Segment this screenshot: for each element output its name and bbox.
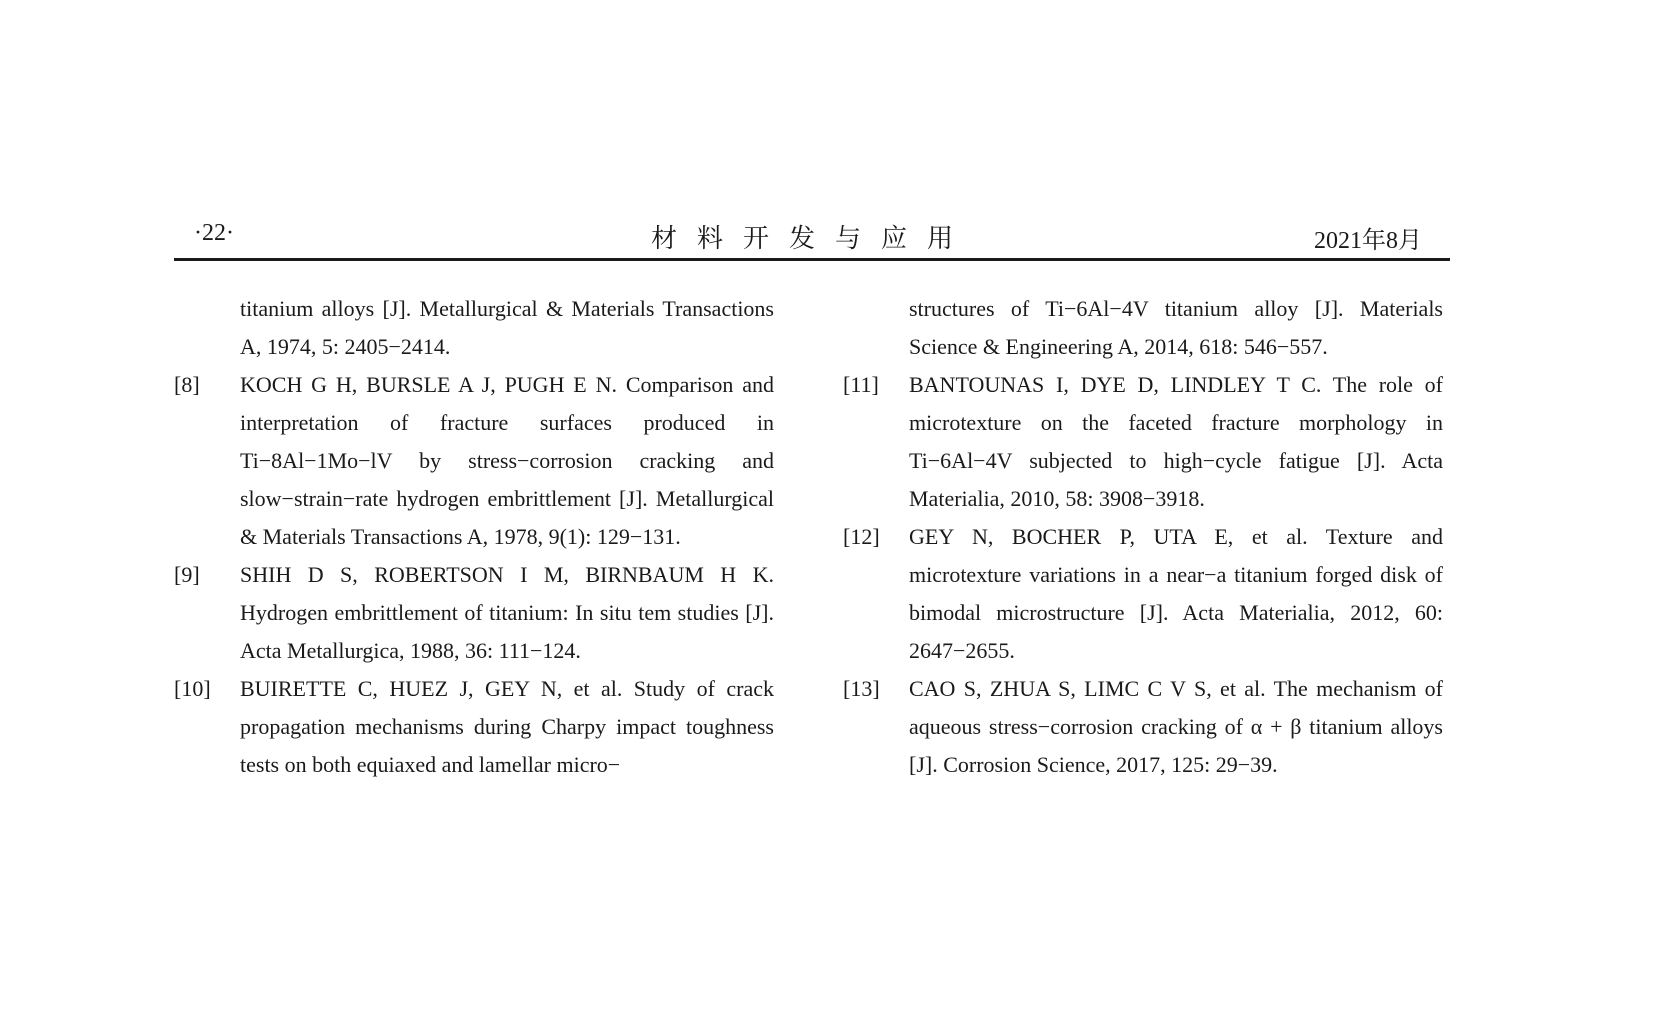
reference-entry [174,290,774,366]
reference-text: titanium alloys [J]. Metallurgical & Materials Transactions A, 1974, 5: 2405−2414. [240,296,774,359]
reference-text: GEY N, BOCHER P, UTA E, et al. Texture and microtexture variations in a near−a titanium forged disk of bimodal microstructure [J]. Acta Materialia, 2012, 60: 2647−2655. [909,524,1443,663]
references-left-column [174,290,774,784]
reference-number: [9] [174,562,200,587]
reference-text: KOCH G H, BURSLE A J, PUGH E N. Comparison and interpretation of fracture surfaces produced in Ti−8Al−1Mo−lV by stress−corrosion cracking and slow−strain−rate hydrogen embrittlement [J]. Metallurgical & Materials Transactions A, 1978, 9(1): 129−131. [240,372,774,549]
reference-entry [843,366,1443,518]
reference-text: BANTOUNAS I, DYE D, LINDLEY T C. The role of microtexture on the faceted fracture morphology in Ti−6Al−4V subjected to high−cycle fatigue [J]. Acta Materialia, 2010, 58: 3908−3918. [909,372,1443,511]
reference-number: [8] [174,372,200,397]
running-header [174,210,1450,261]
journal-title: 材料开发与应用 [650,224,973,253]
page-number: ·22· [194,220,234,246]
reference-number: [13] [843,676,880,701]
reference-entry [174,556,774,670]
reference-text: BUIRETTE C, HUEZ J, GEY N, et al. Study of crack propagation mechanisms during Charpy impact toughness tests on both equiaxed and lamellar micro− [240,676,774,777]
reference-entry [843,290,1443,366]
reference-entry [843,518,1443,670]
reference-entry [174,366,774,556]
references-right-column [843,290,1443,784]
reference-number: [10] [174,676,211,701]
reference-number: [11] [843,372,879,397]
issue-date: 2021年8月 [1314,228,1422,254]
reference-entry [843,670,1443,784]
reference-text: structures of Ti−6Al−4V titanium alloy [J]. Materials Science & Engineering A, 2014, 618: 546−557. [909,296,1443,359]
reference-text: CAO S, ZHUA S, LIMC C V S, et al. The mechanism of aqueous stress−corrosion cracking of α + β titanium alloys [J]. Corrosion Science, 2017, 125: 29−39. [909,676,1443,777]
reference-text: SHIH D S, ROBERTSON I M, BIRNBAUM H K. Hydrogen embrittlement of titanium: In situ tem studies [J]. Acta Metallurgica, 1988, 36: 111−124. [240,562,774,663]
reference-entry [174,670,774,784]
reference-number: [12] [843,524,880,549]
